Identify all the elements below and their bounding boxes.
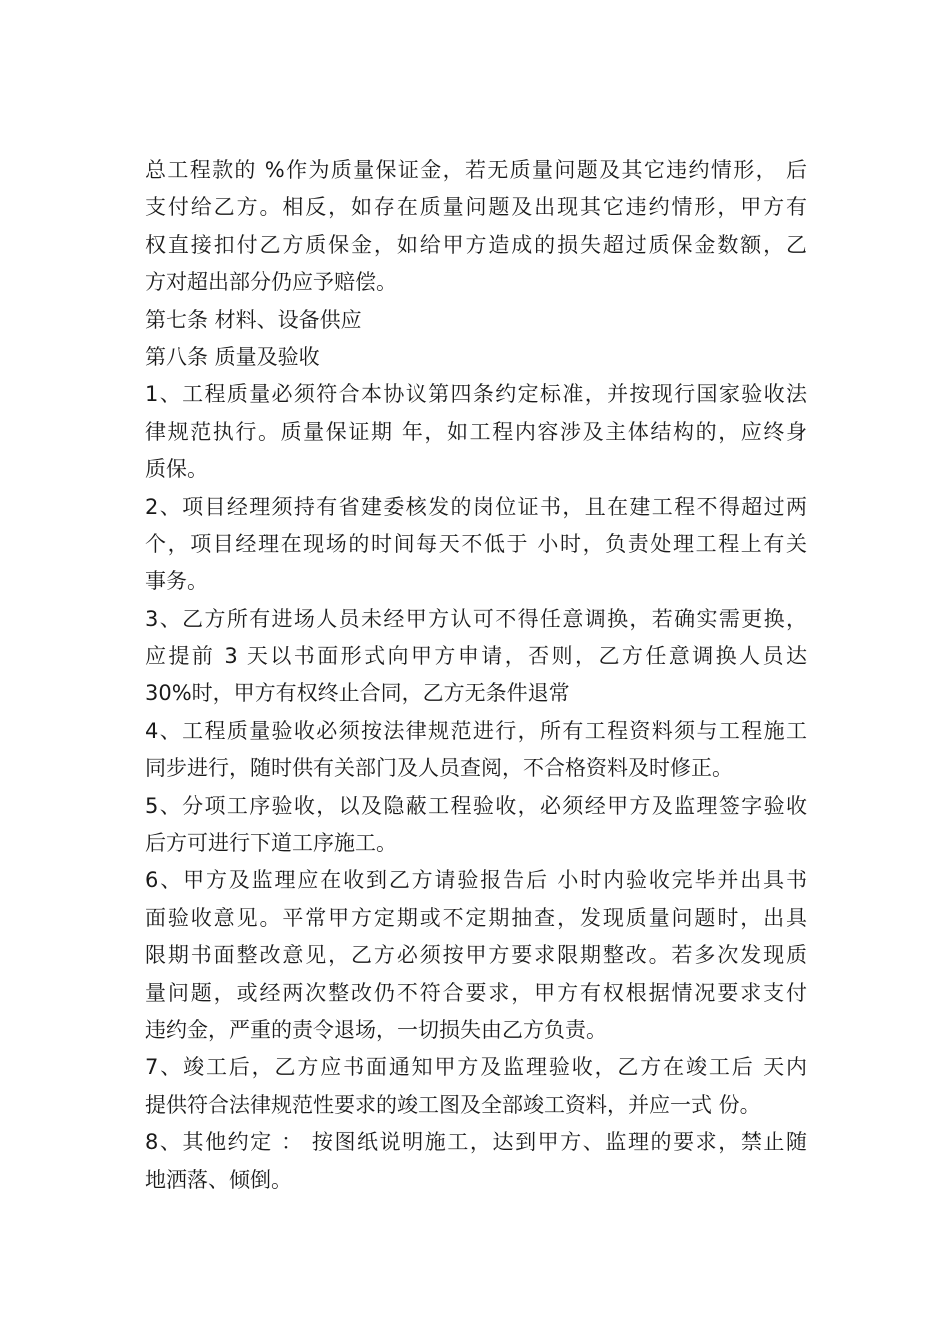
document-text-line: 个，项目经理在现场的时间每天不低于 小时，负责处理工程上有关 (145, 531, 807, 556)
document-text-line: 应提前 3 天以书面形式向甲方申请，否则，乙方任意调换人员达 (145, 644, 807, 669)
document-text-line: 事务。 (145, 569, 208, 594)
document-text-line: 5、分项工序验收，以及隐蔽工程验收，必须经甲方及监理签字验收 (145, 793, 807, 818)
document-text-line: 限期书面整改意见，乙方必须按甲方要求限期整改。若多次发现质 (145, 943, 807, 968)
document-text-line: 8、其他约定 ： 按图纸说明施工，达到甲方、监理的要求，禁止随 (145, 1130, 807, 1155)
document-text-line: 总工程款的 %作为质量保证金，若无质量问题及其它违约情形， 后 (145, 158, 807, 182)
document-text-line: 提供符合法律规范性要求的竣工图及全部竣工资料，并应一式 份。 (145, 1092, 761, 1117)
document-text-line: 律规范执行。质量保证期 年，如工程内容涉及主体结构的，应终身 (145, 419, 807, 444)
document-text-line: 6、甲方及监理应在收到乙方请验报告后 小时内验收完毕并出具书 (145, 868, 807, 893)
document-text-line: 方对超出部分仍应予赔偿。 (145, 270, 397, 295)
document-text-line: 2、项目经理须持有省建委核发的岗位证书，且在建工程不得超过两 (145, 494, 807, 519)
document-text-line: 3、乙方所有进场人员未经甲方认可不得任意调换，若确实需更换， (145, 606, 807, 631)
document-text-line: 第八条 质量及验收 (145, 344, 320, 369)
document-text-line: 同步进行，随时供有关部门及人员查阅，不合格资料及时修正。 (145, 756, 733, 781)
document-text-line: 4、工程质量验收必须按法律规范进行，所有工程资料须与工程施工 (145, 718, 807, 743)
document-text-line: 地洒落、倾倒。 (145, 1167, 292, 1192)
document-text-line: 7、竣工后，乙方应书面通知甲方及监理验收，乙方在竣工后 天内 (145, 1055, 807, 1080)
document-text-line: 支付给乙方。相反，如存在质量问题及出现其它违约情形，甲方有 (145, 195, 807, 220)
document-text-line: 质保。 (145, 457, 208, 482)
document-text-line: 违约金，严重的责令退场，一切损失由乙方负责。 (145, 1017, 607, 1042)
document-body (145, 152, 807, 1199)
document-text-line: 权直接扣付乙方质保金，如给甲方造成的损失超过质保金数额，乙 (145, 232, 807, 257)
document-text-line: 1、工程质量必须符合本协议第四条约定标准，并按现行国家验收法 (145, 382, 807, 407)
document-text-line: 量问题，或经两次整改仍不符合要求，甲方有权根据情况要求支付 (145, 980, 807, 1005)
document-text-line: 第七条 材料、设备供应 (145, 307, 362, 332)
document-text-line: 后方可进行下道工序施工。 (145, 831, 397, 856)
document-text-line: 面验收意见。平常甲方定期或不定期抽查，发现质量问题时，出具 (145, 905, 807, 930)
document-text-line: 30%时，甲方有权终止合同，乙方无条件退常 (145, 681, 570, 706)
